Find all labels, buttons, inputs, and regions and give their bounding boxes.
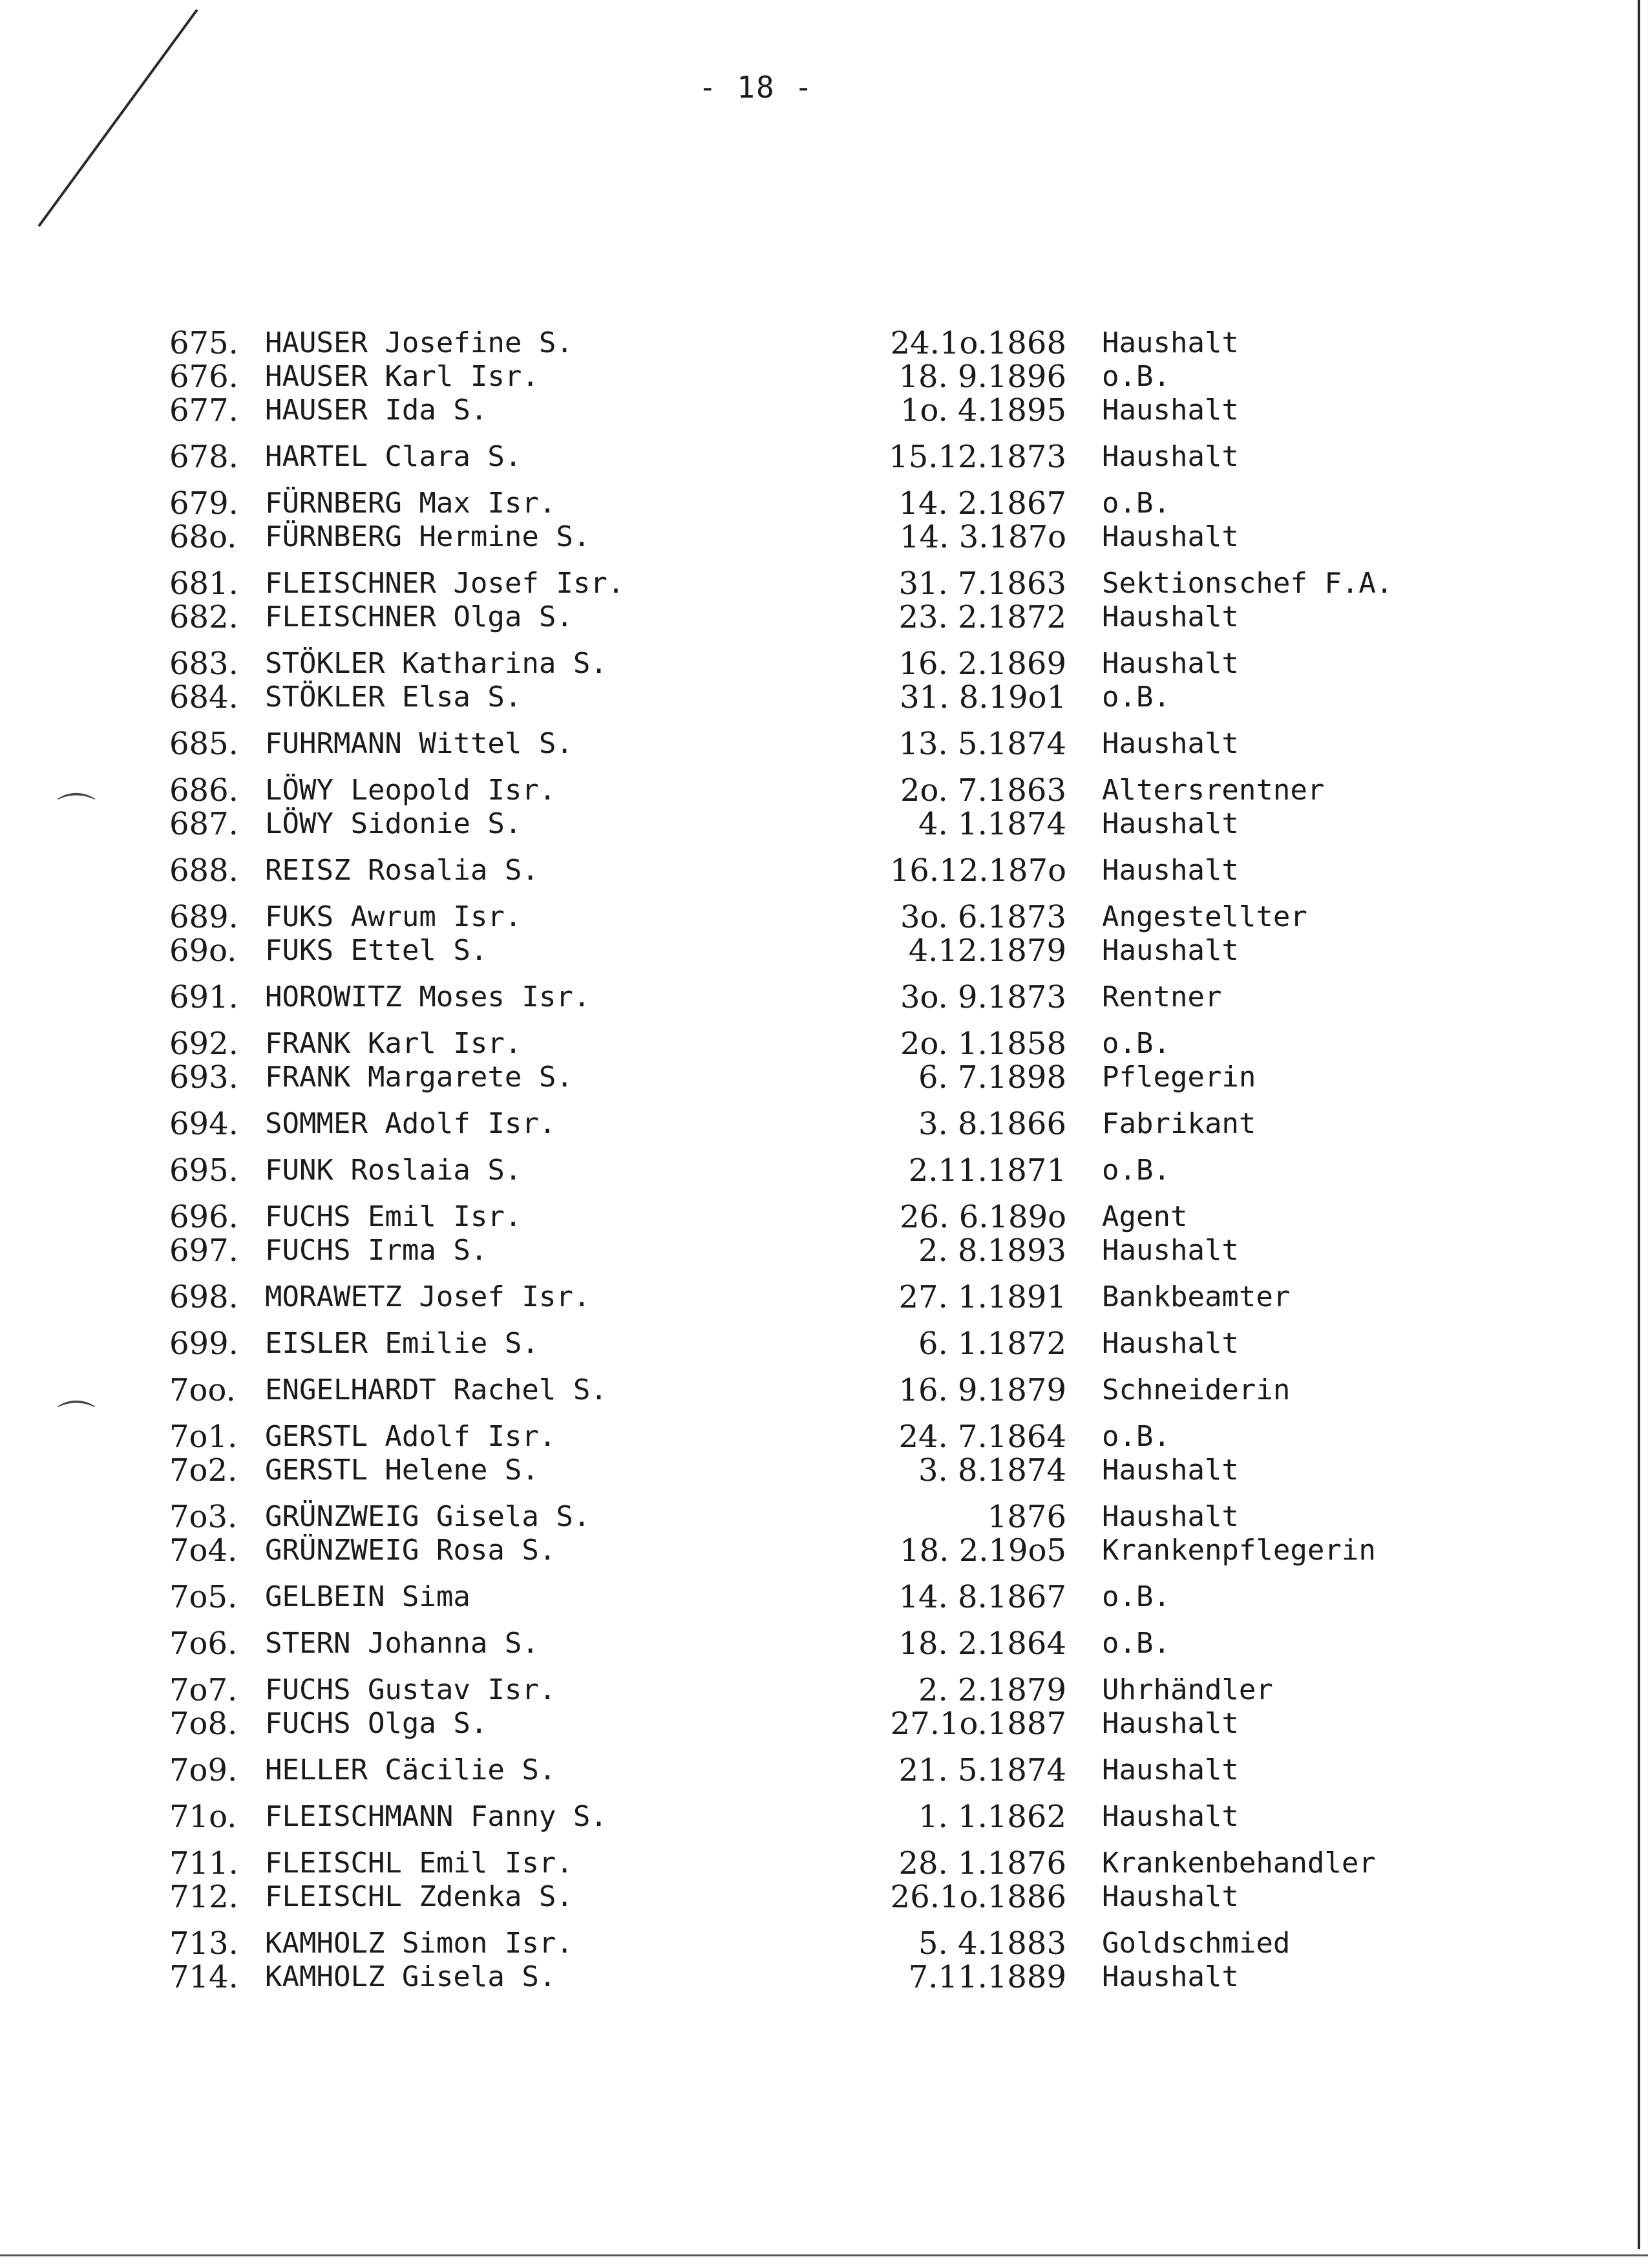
person-name: FLEISCHNER Olga S.	[265, 600, 573, 633]
register-entry	[0, 360, 1648, 394]
entry-number: 7o3.	[169, 1499, 238, 1535]
occupation: Bankbeamter	[1102, 1280, 1291, 1313]
birth-date: 24.1o.1868	[890, 325, 1066, 361]
occupation: o.B.	[1102, 1420, 1170, 1453]
person-name: FUNK Roslaia S.	[265, 1154, 522, 1187]
entry-number: 697.	[169, 1233, 238, 1269]
birth-date: 1. 1.1862	[918, 1799, 1066, 1835]
entry-group	[0, 1420, 1648, 1487]
entry-number: 676.	[169, 359, 238, 395]
birth-date: 1876	[987, 1499, 1066, 1535]
entry-group	[0, 1327, 1648, 1361]
register-entry	[0, 647, 1648, 681]
person-name: GRÜNZWEIG Gisela S.	[265, 1500, 591, 1533]
margin-mark: ⌒	[57, 1398, 96, 1443]
entry-group	[0, 1847, 1648, 1914]
register-entry	[0, 1107, 1648, 1141]
entry-number: 678.	[169, 439, 238, 475]
entry-number: 7o7.	[169, 1672, 238, 1708]
register-entry	[0, 1627, 1648, 1660]
register-entry	[0, 980, 1648, 1014]
register-entry	[0, 1754, 1648, 1787]
birth-date: 27. 1.1891	[898, 1279, 1066, 1315]
occupation: o.B.	[1102, 360, 1170, 393]
pen-stroke-mark	[32, 6, 226, 252]
person-name: STÖKLER Katharina S.	[265, 647, 607, 680]
entry-group	[0, 647, 1648, 714]
register-entry	[0, 1200, 1648, 1234]
occupation: Altersrentner	[1102, 774, 1325, 807]
entry-group	[0, 1800, 1648, 1834]
occupation: Haushalt	[1102, 440, 1239, 473]
birth-date: 6. 1.1872	[918, 1326, 1066, 1362]
occupation: o.B.	[1102, 1627, 1170, 1660]
register-entry	[0, 1154, 1648, 1187]
occupation: Haushalt	[1102, 326, 1239, 359]
entry-group	[0, 1154, 1648, 1187]
register-list	[0, 326, 1648, 2007]
entry-group	[0, 1927, 1648, 1994]
person-name: STERN Johanna S.	[265, 1627, 539, 1660]
birth-date: 18. 9.1896	[898, 359, 1066, 395]
birth-date: 2o. 7.1863	[900, 772, 1066, 809]
register-entry	[0, 1500, 1648, 1534]
person-name: FLEISCHL Emil Isr.	[265, 1847, 573, 1880]
register-entry	[0, 1707, 1648, 1741]
entry-group	[0, 727, 1648, 761]
register-entry	[0, 774, 1648, 807]
entry-group	[0, 1027, 1648, 1094]
birth-date: 1o. 4.1895	[900, 392, 1066, 429]
page-number: - 18 -	[698, 70, 814, 105]
register-entry	[0, 394, 1648, 427]
person-name: GERSTL Helene S.	[265, 1454, 539, 1487]
entry-number: 711.	[169, 1845, 238, 1881]
birth-date: 6. 7.1898	[918, 1059, 1066, 1096]
occupation: o.B.	[1102, 681, 1170, 714]
birth-date: 4.12.1879	[908, 933, 1066, 969]
entry-number: 7o6.	[169, 1626, 238, 1662]
birth-date: 3. 8.1874	[918, 1452, 1066, 1489]
person-name: HAUSER Ida S.	[265, 394, 488, 427]
entry-group	[0, 567, 1648, 634]
birth-date: 3. 8.1866	[918, 1106, 1066, 1142]
entry-number: 712.	[169, 1879, 238, 1915]
person-name: HAUSER Josefine S.	[265, 326, 573, 359]
entry-group	[0, 900, 1648, 968]
occupation: Haushalt	[1102, 1707, 1239, 1740]
person-name: FUCHS Emil Isr.	[265, 1200, 522, 1233]
occupation: Rentner	[1102, 980, 1222, 1013]
occupation: Angestellter	[1102, 900, 1307, 933]
occupation: Haushalt	[1102, 934, 1239, 967]
entry-group	[0, 326, 1648, 427]
entry-group	[0, 1627, 1648, 1660]
person-name: FUCHS Irma S.	[265, 1234, 488, 1267]
entry-number: 685.	[169, 726, 238, 762]
entry-group	[0, 854, 1648, 887]
occupation: Uhrhändler	[1102, 1673, 1273, 1706]
occupation: o.B.	[1102, 1027, 1170, 1060]
register-entry	[0, 1534, 1648, 1567]
occupation: Krankenpflegerin	[1102, 1534, 1376, 1567]
entry-number: 7oo.	[169, 1372, 236, 1408]
occupation: Haushalt	[1102, 600, 1239, 633]
birth-date: 16.12.187o	[889, 853, 1066, 889]
entry-number: 691.	[169, 979, 238, 1015]
entry-number: 681.	[169, 566, 238, 602]
person-name: FUCHS Gustav Isr.	[265, 1673, 556, 1706]
birth-date: 27.1o.1887	[890, 1706, 1066, 1742]
entry-number: 7o8.	[169, 1706, 238, 1742]
person-name: FUKS Awrum Isr.	[265, 900, 522, 933]
margin-mark: ⌒	[57, 790, 96, 836]
person-name: FRANK Karl Isr.	[265, 1027, 522, 1060]
entry-number: 695.	[169, 1152, 238, 1189]
entry-number: 7o5.	[169, 1579, 238, 1615]
register-entry	[0, 1800, 1648, 1834]
entry-group	[0, 1754, 1648, 1787]
entry-number: 679.	[169, 485, 238, 522]
entry-number: 699.	[169, 1326, 238, 1362]
entry-number: 675.	[169, 325, 238, 361]
person-name: FUCHS Olga S.	[265, 1707, 488, 1740]
entry-number: 677.	[169, 392, 238, 429]
occupation: Schneiderin	[1102, 1373, 1291, 1406]
birth-date: 2. 8.1893	[918, 1233, 1066, 1269]
birth-date: 2. 2.1879	[918, 1672, 1066, 1708]
person-name: KAMHOLZ Simon Isr.	[265, 1927, 573, 1960]
entry-group	[0, 1280, 1648, 1314]
entry-number: 7o1.	[169, 1419, 238, 1455]
entry-number: 683.	[169, 646, 238, 682]
entry-number: 692.	[169, 1026, 238, 1062]
occupation: Haushalt	[1102, 1234, 1239, 1267]
person-name: STÖKLER Elsa S.	[265, 681, 522, 714]
register-entry	[0, 1027, 1648, 1061]
entry-number: 68o.	[169, 519, 237, 555]
register-entry	[0, 1927, 1648, 1960]
register-entry	[0, 487, 1648, 520]
person-name: ENGELHARDT Rachel S.	[265, 1373, 607, 1406]
entry-group	[0, 1200, 1648, 1267]
register-entry	[0, 1373, 1648, 1407]
birth-date: 16. 2.1869	[898, 646, 1066, 682]
entry-number: 7o9.	[169, 1752, 238, 1788]
occupation: Haushalt	[1102, 854, 1239, 887]
birth-date: 2.11.1871	[908, 1152, 1066, 1189]
entry-number: 684.	[169, 679, 238, 715]
person-name: EISLER Emilie S.	[265, 1327, 539, 1360]
register-entry	[0, 1673, 1648, 1707]
birth-date: 5. 4.1883	[918, 1925, 1066, 1962]
occupation: Haushalt	[1102, 1454, 1239, 1487]
person-name: SOMMER Adolf Isr.	[265, 1107, 556, 1140]
person-name: FLEISCHMANN Fanny S.	[265, 1800, 607, 1833]
birth-date: 4. 1.1874	[918, 806, 1066, 842]
occupation: Haushalt	[1102, 1960, 1239, 1993]
birth-date: 2o. 1.1858	[900, 1026, 1066, 1062]
register-entry	[0, 807, 1648, 841]
register-entry	[0, 440, 1648, 474]
register-entry	[0, 900, 1648, 934]
person-name: LÖWY Leopold Isr.	[265, 774, 556, 807]
birth-date: 14. 3.187o	[900, 519, 1066, 555]
person-name: FUKS Ettel S.	[265, 934, 488, 967]
person-name: FLEISCHNER Josef Isr.	[265, 567, 625, 600]
occupation: Haushalt	[1102, 1800, 1239, 1833]
register-entry	[0, 1960, 1648, 1994]
entry-number: 686.	[169, 772, 238, 809]
register-entry	[0, 1580, 1648, 1614]
person-name: KAMHOLZ Gisela S.	[265, 1960, 556, 1993]
entry-number: 714.	[169, 1959, 238, 1995]
bottom-edge-rule	[0, 2254, 1648, 2256]
entry-number: 693.	[169, 1059, 238, 1096]
occupation: Agent	[1102, 1200, 1188, 1233]
entry-group	[0, 1107, 1648, 1141]
entry-group	[0, 1580, 1648, 1614]
register-entry	[0, 1061, 1648, 1094]
entry-number: 7o4.	[169, 1532, 238, 1569]
entry-number: 7o2.	[169, 1452, 238, 1489]
register-entry	[0, 1420, 1648, 1454]
entry-number: 698.	[169, 1279, 238, 1315]
register-entry	[0, 567, 1648, 600]
occupation: Haushalt	[1102, 727, 1239, 760]
person-name: FÜRNBERG Max Isr.	[265, 487, 556, 520]
birth-date: 14. 8.1867	[898, 1579, 1066, 1615]
register-entry	[0, 681, 1648, 714]
person-name: GELBEIN Sima	[265, 1580, 470, 1613]
birth-date: 21. 5.1874	[898, 1752, 1066, 1788]
entry-number: 694.	[169, 1106, 238, 1142]
register-entry	[0, 1280, 1648, 1314]
entry-number: 682.	[169, 599, 238, 635]
occupation: Haushalt	[1102, 394, 1239, 427]
birth-date: 13. 5.1874	[898, 726, 1066, 762]
occupation: Haushalt	[1102, 647, 1239, 680]
entry-number: 69o.	[169, 933, 237, 969]
person-name: HELLER Cäcilie S.	[265, 1754, 556, 1786]
occupation: Goldschmied	[1102, 1927, 1291, 1960]
entry-group	[0, 1673, 1648, 1741]
entry-group	[0, 440, 1648, 474]
occupation: Fabrikant	[1102, 1107, 1256, 1140]
entry-number: 687.	[169, 806, 238, 842]
person-name: FRANK Margarete S.	[265, 1061, 573, 1094]
birth-date: 23. 2.1872	[898, 599, 1066, 635]
person-name: HAUSER Karl Isr.	[265, 360, 539, 393]
birth-date: 14. 2.1867	[898, 485, 1066, 522]
birth-date: 18. 2.1864	[898, 1626, 1066, 1662]
occupation: Krankenbehandler	[1102, 1847, 1376, 1880]
person-name: HARTEL Clara S.	[265, 440, 522, 473]
occupation: Haushalt	[1102, 807, 1239, 840]
register-entry	[0, 934, 1648, 968]
person-name: LÖWY Sidonie S.	[265, 807, 522, 840]
occupation: o.B.	[1102, 1580, 1170, 1613]
person-name: FÜRNBERG Hermine S.	[265, 520, 591, 553]
birth-date: 31. 8.19o1	[900, 679, 1066, 715]
register-entry	[0, 520, 1648, 554]
birth-date: 16. 9.1879	[898, 1372, 1066, 1408]
entry-number: 71o.	[169, 1799, 237, 1835]
register-entry	[0, 326, 1648, 360]
person-name: FUHRMANN Wittel S.	[265, 727, 573, 760]
register-entry	[0, 1454, 1648, 1487]
register-entry	[0, 1327, 1648, 1361]
entry-group	[0, 1373, 1648, 1407]
occupation: Haushalt	[1102, 1754, 1239, 1786]
birth-date: 18. 2.19o5	[900, 1532, 1066, 1569]
birth-date: 15.12.1873	[889, 439, 1066, 475]
entry-number: 688.	[169, 853, 238, 889]
person-name: HOROWITZ Moses Isr.	[265, 980, 591, 1013]
birth-date: 31. 7.1863	[898, 566, 1066, 602]
person-name: FLEISCHL Zdenka S.	[265, 1880, 573, 1913]
person-name: MORAWETZ Josef Isr.	[265, 1280, 591, 1313]
occupation: Pflegerin	[1102, 1061, 1256, 1094]
register-entry	[0, 727, 1648, 761]
birth-date: 3o. 9.1873	[900, 979, 1066, 1015]
entry-group	[0, 774, 1648, 841]
birth-date: 24. 7.1864	[898, 1419, 1066, 1455]
register-entry	[0, 1234, 1648, 1267]
entry-group	[0, 487, 1648, 554]
occupation: o.B.	[1102, 1154, 1170, 1187]
birth-date: 7.11.1889	[908, 1959, 1066, 1995]
birth-date: 26.1o.1886	[890, 1879, 1066, 1915]
occupation: o.B.	[1102, 487, 1170, 520]
entry-number: 713.	[169, 1925, 238, 1962]
birth-date: 3o. 6.1873	[900, 899, 1066, 935]
occupation: Haushalt	[1102, 1327, 1239, 1360]
entry-number: 689.	[169, 899, 238, 935]
occupation: Sektionschef F.A.	[1102, 567, 1393, 600]
register-entry	[0, 1880, 1648, 1914]
occupation: Haushalt	[1102, 1500, 1239, 1533]
entry-group	[0, 1500, 1648, 1567]
birth-date: 26. 6.189o	[900, 1199, 1066, 1235]
register-entry	[0, 854, 1648, 887]
person-name: REISZ Rosalia S.	[265, 854, 539, 887]
occupation: Haushalt	[1102, 520, 1239, 553]
register-entry	[0, 1847, 1648, 1880]
person-name: GERSTL Adolf Isr.	[265, 1420, 556, 1453]
register-entry	[0, 600, 1648, 634]
entry-group	[0, 980, 1648, 1014]
person-name: GRÜNZWEIG Rosa S.	[265, 1534, 556, 1567]
birth-date: 28. 1.1876	[898, 1845, 1066, 1881]
occupation: Haushalt	[1102, 1880, 1239, 1913]
entry-number: 696.	[169, 1199, 238, 1235]
